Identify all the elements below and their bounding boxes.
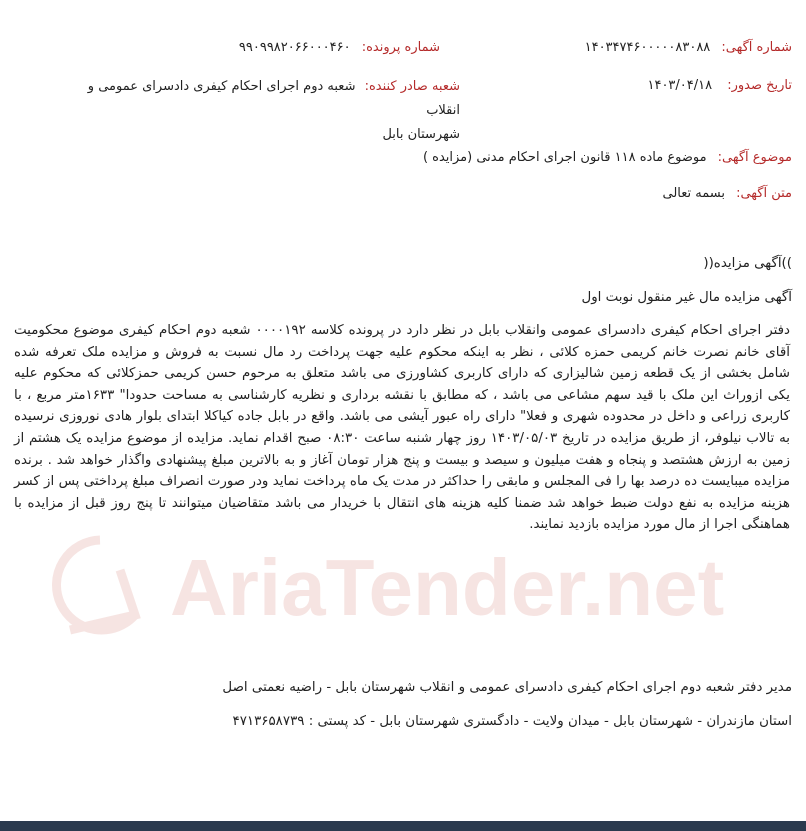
bottom-bar <box>0 821 806 831</box>
text-header <box>662 182 792 201</box>
issuer-label: شعبه صادر کننده: <box>364 79 460 94</box>
signature: مدیر دفتر شعبه دوم اجرای احکام کیفری دادسرای عمومی و انقلاب شهرستان بابل - راضیه نعمتی اصل <box>222 680 792 695</box>
issue-date <box>647 74 792 93</box>
issuer-line1: شعبه دوم اجرای احکام کیفری دادسرای عمومی و انقلاب <box>87 79 460 118</box>
greeting: بسمه تعالی <box>662 186 725 201</box>
issuer-line2: شهرستان بابل <box>382 127 460 142</box>
notice-body <box>14 320 790 536</box>
watermark-icon <box>56 540 135 630</box>
case-number-value: ۹۹۰۹۹۸۲۰۶۶۰۰۰۴۶۰ <box>238 40 351 55</box>
watermark-text: AriaTender.net <box>170 543 725 632</box>
body-paragraph: دفتر اجرای احکام کیفری دادسرای عمومی وانقلاب بابل در نظر دارد در پرونده کلاسه ۰۰۰۰۱۹۲ شعبه دوم احکام کیفری موضوع محکومیت آقای خانم نصرت خانم کریمی حمزه کلائی ، نظر به اینکه محکوم علیه جهت پرداخت رد مال نسبت به فروش و مزایده ملک تعرفه شده شامل بخشی از یک قطعه زمین شالیزاری که دارای کاربری کشاورزی می باشد متعلق به مرحوم حسن کریمی حمزکلائی که محکوم علیه یکی ازوراث این ملک با قید سهم مشاعی می باشد ، که مطابق با نقشه برداری و نظریه کارشناسی به مساحت حدودا" ۱۶۳۳متر مربع ، با کاربری زراعی و داخل در محدوده شهری و فعلا" دارای راه عبور آیشی می باشد. واقع در بابل جاده کیاکلا ابتدای بلوار هادی نوروزی نرسیده به تالاب نیلوفر، از طریق مزایده در تاریخ ۱۴۰۳/۰۵/۰۳ روز چهار شنبه ساعت ۰۸:۳۰ صبح اقدام نماید. مزایده از موضوع مزایده یک هشتم از زمین به ارزش هشتصد و پنجاه و هفت میلیون و سیصد و بیست و پنج هزار تومان آغاز و به بالاترین مبلغ پیشنهادی واگذار خواهد شد . برنده مزایده میبایست ده درصد بها را فی المجلس و مابقی را حداکثر در مدت یک ماه پرداخت نماید ودر صورت انصراف مبلغ پرداختی پس از کسر هزینه مزایده به نفع دولت ضبط خواهد شد ضمنا کلیه هزینه های انتقال با خریدار می باشد متقاضیان میتوانند تا پنج روز قبل از مزایده با هماهنگی اجرا از مال مورد مزایده بازدید نمایند. <box>14 323 790 533</box>
issuer <box>50 74 460 146</box>
subject-label: موضوع آگهی: <box>717 150 792 165</box>
case-number-label: شماره پرونده: <box>361 40 440 55</box>
address: استان مازندران - شهرستان بابل - میدان ولایت - دادگستری شهرستان بابل - کد پستی : ۴۷۱۳۶۵۸۷۳۹ <box>232 714 792 729</box>
watermark-logo <box>40 520 760 650</box>
notice-number-value: ۱۴۰۳۴۷۴۶۰۰۰۰۰۸۳۰۸۸ <box>584 40 711 55</box>
notice-title: ))آگهی مزایده(( <box>703 256 792 271</box>
issue-date-label: تاریخ صدور: <box>727 78 792 93</box>
subject-value: موضوع ماده ۱۱۸ قانون اجرای احکام مدنی (مزایده ) <box>422 150 707 165</box>
text-label: متن آگهی: <box>736 186 792 201</box>
subject <box>423 146 792 165</box>
case-number <box>239 36 440 55</box>
notice-subtitle: آگهی مزایده مال غیر منقول نوبت اول <box>581 290 792 305</box>
issue-date-value: ۱۴۰۳/۰۴/۱۸ <box>647 78 713 93</box>
notice-number <box>585 36 792 55</box>
notice-number-label: شماره آگهی: <box>721 40 792 55</box>
